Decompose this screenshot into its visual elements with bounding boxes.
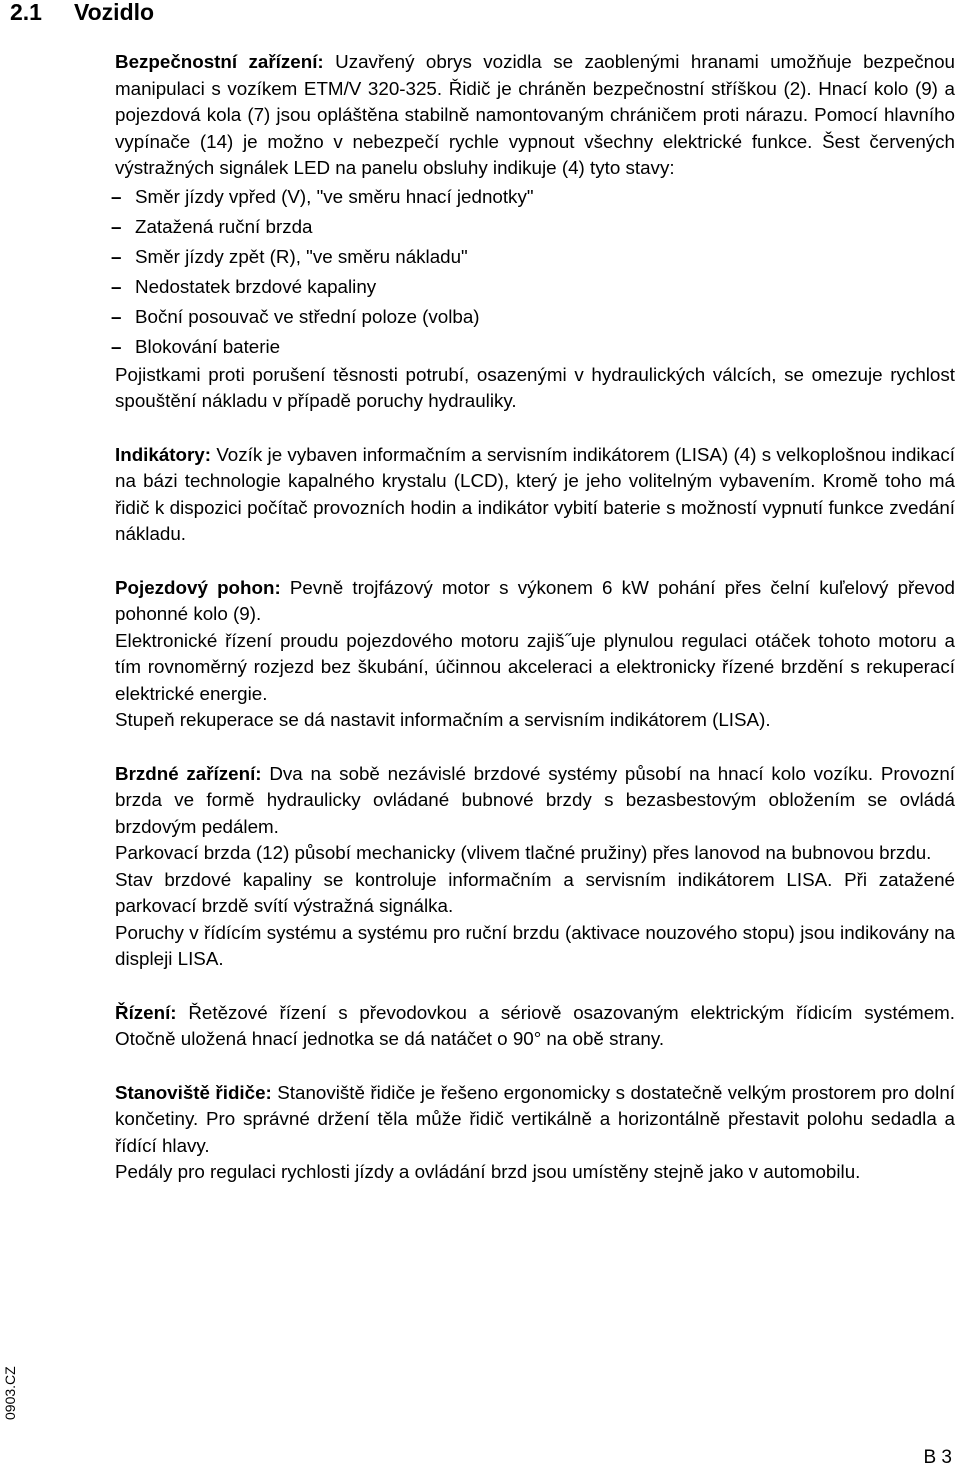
steering-paragraph [115,1000,955,1053]
document-body [115,49,955,1186]
page-number: B 3 [923,1447,952,1468]
cab-label: Stanoviště řidiče: [115,1081,272,1103]
cab-paragraph [115,1080,955,1160]
list-item: – Boční posouvač ve střední poloze (volba) [113,302,955,332]
list-item: – Blokování baterie [113,332,955,362]
drive-text: Pevně trojfázový motor s výkonem 6 kW pohání přes čelní kuľelový převod pohonné kolo (9). [115,576,955,624]
list-item: – Směr jízdy zpět (R), "ve směru nákladu" [113,242,955,272]
section-heading [10,0,154,26]
safety-text: Uzavřený obrys vozidla se zaoblenými hranami umožňuje bezpečnou manipulaci s vozíkem ETM/V 320-325. Řidič je chráněn bezpečnostní stříškou (2). Hnací kolo (9) a pojezdová kola (7) jsou opláštěna stabilně namontovaným chráničem proti nárazu. Pomocí hlavního vypínače (14) je možno v nebezpečí rychle vypnout všechny elektrické funkce. Šest červených výstražných signálek LED na panelu obsluhy indikuje (4) tyto stavy: [115,51,955,178]
status-list [113,182,955,362]
indicators-text: Vozík je vybaven informačním a servisním indikátorem (LISA) (4) s velkoplošnou indikací na bázi technologie kapalného krystalu (LCD), který je jeho volitelným vybavením. Kromě toho má řidič k dispozici počítač provozních hodin a indikátor vybití baterie s možností vypnutí funkce zvedání nákladu. [115,443,956,544]
steering-text: Řetězové řízení s převodovkou a sériově osazovaným elektrickým řídicím systémem. Otočně uložená hnací jednotka se dá natáčet o 90° na obě strany. [115,1001,956,1049]
brakes-paragraph-4: Poruchy v řídícím systému a systému pro ruční brzdu (aktivace nouzového stopu) jsou indikovány na displeji LISA. [115,921,955,969]
document-code: 0903.CZ [2,1366,18,1420]
brakes-paragraph-3: Stav brzdové kapaliny se kontroluje informačním a servisním indikátorem LISA. Při zatažené parkovací brzdě svítí výstražná signálka. [115,868,955,916]
cab-text: Stanoviště řidiče je řešeno ergonomicky s dostatečně velkým prostorem pro dolní končetiny. Pro správné držení těla může řidič vertikálně a horizontálně přestavit polohu sedadla a řídící hlavy. [115,1081,955,1156]
brakes-label: Brzdné zařízení: [115,762,262,784]
brakes-paragraph-2: Parkovací brzda (12) působí mechanicky (vlivem tlačné pružiny) přes lanovod na bubnovou brzdu. [115,842,932,863]
section-title: Vozidlo [74,0,155,25]
list-item: – Zatažená ruční brzda [113,212,955,242]
cab-paragraph-2: Pedály pro regulaci rychlosti jízdy a ovládání brzd jsou umístěny stejně jako v automobilu. [115,1161,861,1182]
drive-paragraph-2: Elektronické řízení proudu pojezdového motoru zajiš˝uje plynulou regulaci otáček tohoto motoru a tím rovnoměrný rozjezd bez škubání, účinnou akceleraci a elektronicky řízené brzdění s rekuperací elektrické energie. [115,629,955,704]
safety-paragraph [115,49,955,182]
steering-label: Řízení: [115,1001,177,1023]
section-number: 2.1 [10,0,42,25]
drive-paragraph [115,575,955,628]
safety-after-paragraph: Pojistkami proti porušení těsnosti potrubí, osazenými v hydraulických válcích, se omezuje rychlost spouštění nákladu v případě poruchy hydrauliky. [115,363,955,411]
indicators-label: Indikátory: [115,443,212,465]
brakes-paragraph [115,761,955,841]
brakes-text: Dva na sobě nezávislé brzdové systémy působí na hnací kolo vozíku. Provozní brzda ve formě hydraulicky ovládané bubnové brzdy s bezasbestovým obložením se ovládá brzdovým pedálem. [115,762,955,837]
drive-label: Pojezdový pohon: [115,576,281,598]
list-item: – Směr jízdy vpřed (V), "ve směru hnací jednotky" [113,182,955,212]
indicators-paragraph [115,442,955,548]
list-item: – Nedostatek brzdové kapaliny [113,272,955,302]
safety-label: Bezpečnostní zařízení: [115,51,324,72]
drive-paragraph-3: Stupeň rekuperace se dá nastavit informačním a servisním indikátorem (LISA). [115,709,771,730]
